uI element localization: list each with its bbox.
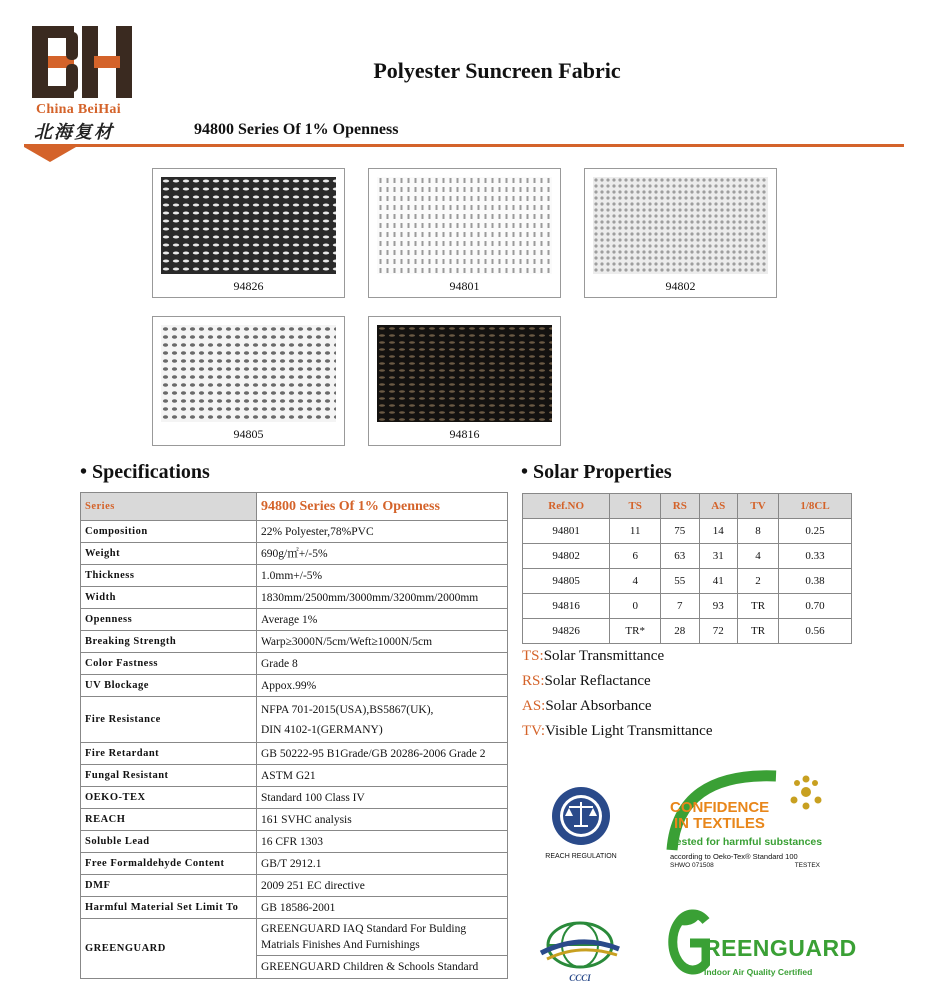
spec-label: Width <box>81 587 257 609</box>
brand-name-zh: 北海复材 <box>34 122 114 143</box>
oeko-code: SHWO 071508 <box>670 862 714 869</box>
spec-value: 22% Polyester,78%PVC <box>257 521 508 543</box>
spec-value: GB 50222-95 B1Grade/GB 20286-2006 Grade 2 <box>257 743 508 765</box>
table-row <box>523 519 852 544</box>
spec-value: 690g/㎡+/-5% <box>257 543 508 565</box>
cell: 4 <box>610 569 661 594</box>
spec-value: 161 SVHC analysis <box>257 809 508 831</box>
spec-value: Warp≥3000N/5cm/Weft≥1000N/5cm <box>257 631 508 653</box>
spec-label: GREENGUARD <box>81 919 257 979</box>
reach-regulation-badge <box>538 785 624 865</box>
spec-label: Soluble Lead <box>81 831 257 853</box>
spec-label: Harmful Material Set Limit To <box>81 897 257 919</box>
legend-text: Solar Absorbance <box>545 698 652 714</box>
spec-value: Grade 8 <box>257 653 508 675</box>
swatch-card <box>152 168 345 298</box>
cell: 4 <box>737 544 778 569</box>
legend-abbr: TV: <box>522 723 546 739</box>
cell: 93 <box>699 594 737 619</box>
oeko-according: according to Oeko-Tex® Standard 100 <box>670 852 798 861</box>
spec-value: GB/T 2912.1 <box>257 853 508 875</box>
cell: 94826 <box>523 619 610 644</box>
spec-label: Breaking Strength <box>81 631 257 653</box>
spec-label: Series <box>81 493 257 521</box>
legend-abbr: RS: <box>522 673 545 689</box>
reach-seal-icon <box>538 785 624 847</box>
cell: 6 <box>610 544 661 569</box>
table-header-row <box>523 494 852 519</box>
table-row <box>81 897 508 919</box>
legend-text: Solar Transmittance <box>543 648 665 664</box>
fabric-swatch-image <box>377 177 552 274</box>
table-row <box>81 875 508 897</box>
bullet-icon: • <box>80 461 93 483</box>
oeko-testex: TESTEX <box>794 862 820 869</box>
cell: 28 <box>661 619 699 644</box>
column-header: Ref.NO <box>523 494 610 519</box>
ccci-badge <box>537 915 623 987</box>
legend-item <box>522 648 664 665</box>
cell: 0.33 <box>779 544 852 569</box>
spec-value: 2009 251 EC directive <box>257 875 508 897</box>
spec-label: Composition <box>81 521 257 543</box>
table-row <box>81 493 508 521</box>
table-row <box>81 543 508 565</box>
oeko-tex-badge <box>664 770 834 874</box>
spec-label: DMF <box>81 875 257 897</box>
cell: 0.25 <box>779 519 852 544</box>
legend-item <box>522 673 651 690</box>
table-row <box>81 787 508 809</box>
specifications-heading <box>80 461 210 484</box>
table-row <box>523 619 852 644</box>
spec-value <box>257 697 508 743</box>
spec-label: Free Formaldehyde Content <box>81 853 257 875</box>
spec-label: Weight <box>81 543 257 565</box>
cell: TR <box>737 619 778 644</box>
swatch-card <box>584 168 777 298</box>
cell: 94801 <box>523 519 610 544</box>
solar-properties-table <box>522 493 852 644</box>
reach-caption: REACH REGULATION <box>545 853 617 860</box>
cell: 0.56 <box>779 619 852 644</box>
cell: 94816 <box>523 594 610 619</box>
swatch-code: 94802 <box>665 279 696 293</box>
swatch-code: 94801 <box>449 279 480 293</box>
cell: TR* <box>610 619 661 644</box>
spec-label: Thickness <box>81 565 257 587</box>
cell: 31 <box>699 544 737 569</box>
greenguard-badge <box>666 905 857 985</box>
spec-value: 1830mm/2500mm/3000mm/3200mm/2000mm <box>257 587 508 609</box>
page-title: Polyester Suncreen Fabric <box>373 58 621 83</box>
table-row <box>523 569 852 594</box>
table-row <box>81 743 508 765</box>
cell: 11 <box>610 519 661 544</box>
cell: 7 <box>661 594 699 619</box>
cell: 75 <box>661 519 699 544</box>
spec-value: Appox.99% <box>257 675 508 697</box>
header-divider-arrow <box>24 147 76 162</box>
spec-label: Fungal Resistant <box>81 765 257 787</box>
oeko-line1: CONFIDENCE <box>670 799 770 816</box>
swatch-card <box>368 168 561 298</box>
spec-value: Standard 100 Class IV <box>257 787 508 809</box>
swatch-code: 94826 <box>233 279 264 293</box>
column-header: 1/8CL <box>779 494 852 519</box>
bullet-icon: • <box>521 461 534 483</box>
table-row <box>81 853 508 875</box>
specifications-table <box>80 492 508 979</box>
cell: 55 <box>661 569 699 594</box>
specifications-heading-text: Specifications <box>92 461 210 483</box>
legend-item <box>522 723 713 740</box>
legend-abbr: AS: <box>522 698 546 714</box>
table-row <box>523 594 852 619</box>
spec-value-line: NFPA 701-2015(USA),BS5867(UK), <box>261 703 434 716</box>
fabric-swatch-image <box>161 177 336 274</box>
legend-abbr: TS: <box>522 648 544 664</box>
spec-label: OEKO-TEX <box>81 787 257 809</box>
table-row <box>81 675 508 697</box>
column-header: TS <box>610 494 661 519</box>
swatch-code: 94805 <box>233 427 264 441</box>
fabric-swatch-image <box>593 177 768 274</box>
table-row <box>81 919 508 979</box>
table-row <box>81 653 508 675</box>
legend-item <box>522 698 652 715</box>
swatch-code: 94816 <box>449 427 480 441</box>
spec-label: Fire Resistance <box>81 697 257 743</box>
ccci-logo-icon <box>537 915 623 975</box>
greenguard-wordmark: REENGUARD <box>704 935 857 961</box>
spec-value: 94800 Series Of 1% Openness <box>257 493 508 521</box>
spec-label: UV Blockage <box>81 675 257 697</box>
swatch-card <box>368 316 561 446</box>
cell: 41 <box>699 569 737 594</box>
spec-value <box>257 919 508 979</box>
fabric-swatch-image <box>377 325 552 422</box>
cell: 72 <box>699 619 737 644</box>
table-row <box>81 565 508 587</box>
column-header: TV <box>737 494 778 519</box>
cell: 8 <box>737 519 778 544</box>
table-row <box>81 587 508 609</box>
spec-label: Openness <box>81 609 257 631</box>
header-divider <box>24 144 904 147</box>
table-row <box>81 765 508 787</box>
brand-name-en: China BeiHai <box>36 102 121 117</box>
column-header: AS <box>699 494 737 519</box>
spec-value-line: GREENGUARD Children & Schools Standard <box>261 961 479 973</box>
table-row <box>81 521 508 543</box>
ccci-caption: CCCI <box>569 973 591 983</box>
spec-value: ASTM G21 <box>257 765 508 787</box>
spec-value-line: GREENGUARD IAQ Standard For Bulding Matrials Finishes And Furnishings <box>257 919 507 956</box>
spec-label: Fire Retardant <box>81 743 257 765</box>
cell: 0.70 <box>779 594 852 619</box>
cell: 0.38 <box>779 569 852 594</box>
table-row <box>81 631 508 653</box>
cell: 0 <box>610 594 661 619</box>
legend-text: Visible Light Transmittance <box>545 723 713 739</box>
spec-value-line: DIN 4102-1(GERMANY) <box>261 723 383 736</box>
table-row <box>523 544 852 569</box>
spec-label: REACH <box>81 809 257 831</box>
legend-text: Solar Reflactance <box>544 673 651 689</box>
greenguard-subtitle: Indoor Air Quality Certified <box>704 967 813 977</box>
series-subtitle: 94800 Series Of 1% Openness <box>194 121 399 138</box>
spec-value: 1.0mm+/-5% <box>257 565 508 587</box>
spec-label: Color Fastness <box>81 653 257 675</box>
solar-properties-heading <box>521 461 672 484</box>
cell: 14 <box>699 519 737 544</box>
column-header: RS <box>661 494 699 519</box>
cell: 94802 <box>523 544 610 569</box>
table-row <box>81 831 508 853</box>
spec-value: 16 CFR 1303 <box>257 831 508 853</box>
swatch-card <box>152 316 345 446</box>
cell: 2 <box>737 569 778 594</box>
cell: 63 <box>661 544 699 569</box>
table-row <box>81 609 508 631</box>
oeko-tested: Tested for harmful substances <box>670 836 823 848</box>
spec-value: GB 18586-2001 <box>257 897 508 919</box>
cell: 94805 <box>523 569 610 594</box>
cell: TR <box>737 594 778 619</box>
spec-value: Average 1% <box>257 609 508 631</box>
fabric-swatch-image <box>161 325 336 422</box>
solar-properties-heading-text: Solar Properties <box>533 461 672 483</box>
table-row <box>81 697 508 743</box>
table-row <box>81 809 508 831</box>
oeko-line2: IN TEXTILES <box>674 815 765 832</box>
